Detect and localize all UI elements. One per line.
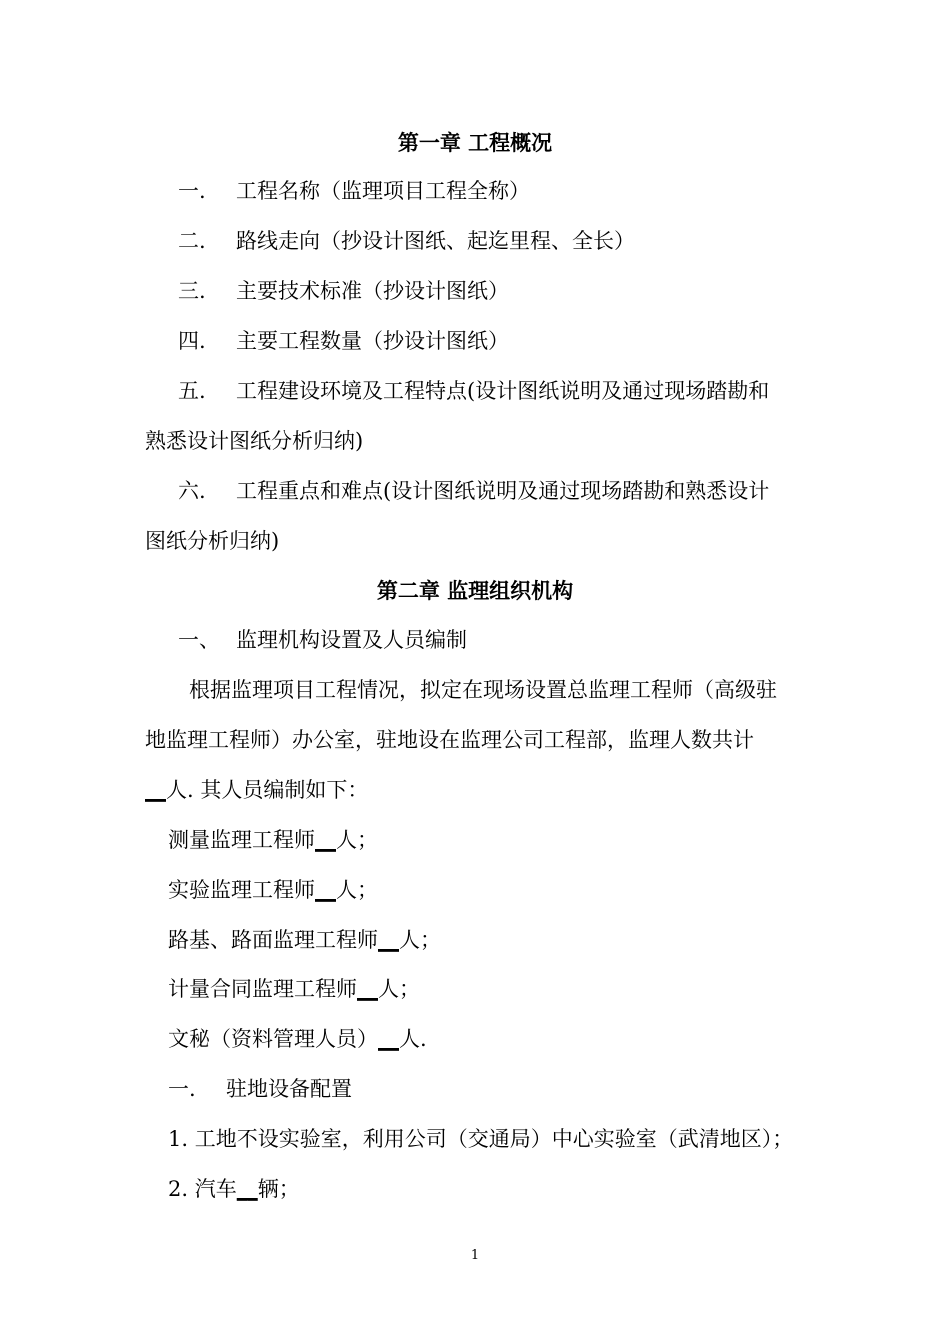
ch2-section-2 [168, 1076, 352, 1102]
blank-field: __ [315, 878, 336, 902]
section-text: 监理机构设置及人员编制 [236, 628, 467, 652]
item-number: 五. [178, 379, 206, 403]
staff-row-3 [168, 927, 441, 953]
ch1-item-2 [178, 228, 635, 254]
equipment-number: 2. [168, 1177, 189, 1201]
staff-label: 测量监理工程师 [168, 828, 315, 852]
equipment-text: 汽车 [194, 1177, 237, 1201]
item-text: 工程建设环境及工程特点(设计图纸说明及通过现场踏勘和 [236, 379, 770, 403]
staff-row-1 [168, 827, 378, 853]
staff-suffix: 人； [336, 828, 378, 852]
item-text: 工程重点和难点(设计图纸说明及通过现场踏勘和熟悉设计 [236, 479, 770, 503]
staff-suffix: 人； [399, 928, 441, 952]
item-number: 二. [178, 229, 206, 253]
para-line-2: 地监理工程师）办公室，驻地设在监理公司工程部，监理人数共计 [145, 728, 754, 752]
section-text: 驻地设备配置 [226, 1077, 352, 1101]
ch1-item-5 [178, 378, 769, 404]
item-number: 三. [178, 279, 206, 303]
ch1-item-3 [178, 278, 509, 304]
blank-field: __ [145, 778, 166, 802]
item-number: 一. [178, 179, 206, 203]
staff-label: 计量合同监理工程师 [168, 977, 357, 1001]
chapter2-title: 第二章 监理组织机构 [376, 578, 574, 603]
equipment-text: 工地不设实验室，利用公司（交通局）中心实验室（武清地区）； [194, 1127, 794, 1151]
ch2-section-1 [178, 627, 467, 653]
para-line-3 [145, 777, 368, 803]
ch1-item-1 [178, 178, 530, 204]
staff-suffix: 人. [399, 1027, 427, 1051]
para-line-1: 根据监理项目工程情况，拟定在现场设置总监理工程师（高级驻 [189, 678, 777, 702]
item-number: 六. [178, 479, 206, 503]
item-text: 工程名称（监理项目工程全称） [236, 179, 530, 203]
staff-row-2 [168, 877, 378, 903]
equipment-suffix: 辆； [257, 1177, 300, 1201]
chapter1-title: 第一章 工程概况 [397, 130, 553, 155]
item-text: 主要工程数量（抄设计图纸） [236, 329, 509, 353]
ch1-item-5-continuation: 熟悉设计图纸分析归纳) [145, 429, 364, 453]
staff-label: 文秘（资料管理人员） [168, 1027, 378, 1051]
section-number: 一、 [178, 628, 220, 652]
equipment-number: 1. [168, 1127, 189, 1151]
blank-field: __ [357, 977, 378, 1001]
page-number: 1 [470, 1248, 480, 1263]
item-text: 主要技术标准（抄设计图纸） [236, 279, 509, 303]
item-number: 四. [178, 329, 206, 353]
ch1-item-6 [178, 478, 769, 504]
equipment-item-2 [168, 1176, 300, 1202]
ch1-item-6-continuation: 图纸分析归纳) [145, 529, 280, 553]
staff-suffix: 人； [336, 878, 378, 902]
staff-suffix: 人； [378, 977, 420, 1001]
staff-label: 实验监理工程师 [168, 878, 315, 902]
blank-field: __ [315, 828, 336, 852]
section-number: 一. [168, 1077, 196, 1101]
staff-label: 路基、路面监理工程师 [168, 928, 378, 952]
blank-field: __ [378, 928, 399, 952]
para-text: 人. 其人员编制如下： [166, 778, 369, 802]
blank-field: __ [378, 1027, 399, 1051]
equipment-item-1 [168, 1126, 793, 1152]
blank-field: __ [236, 1177, 258, 1201]
staff-row-4 [168, 976, 420, 1002]
item-text: 路线走向（抄设计图纸、起迄里程、全长） [236, 229, 635, 253]
ch1-item-4 [178, 328, 509, 354]
staff-row-5 [168, 1026, 427, 1052]
